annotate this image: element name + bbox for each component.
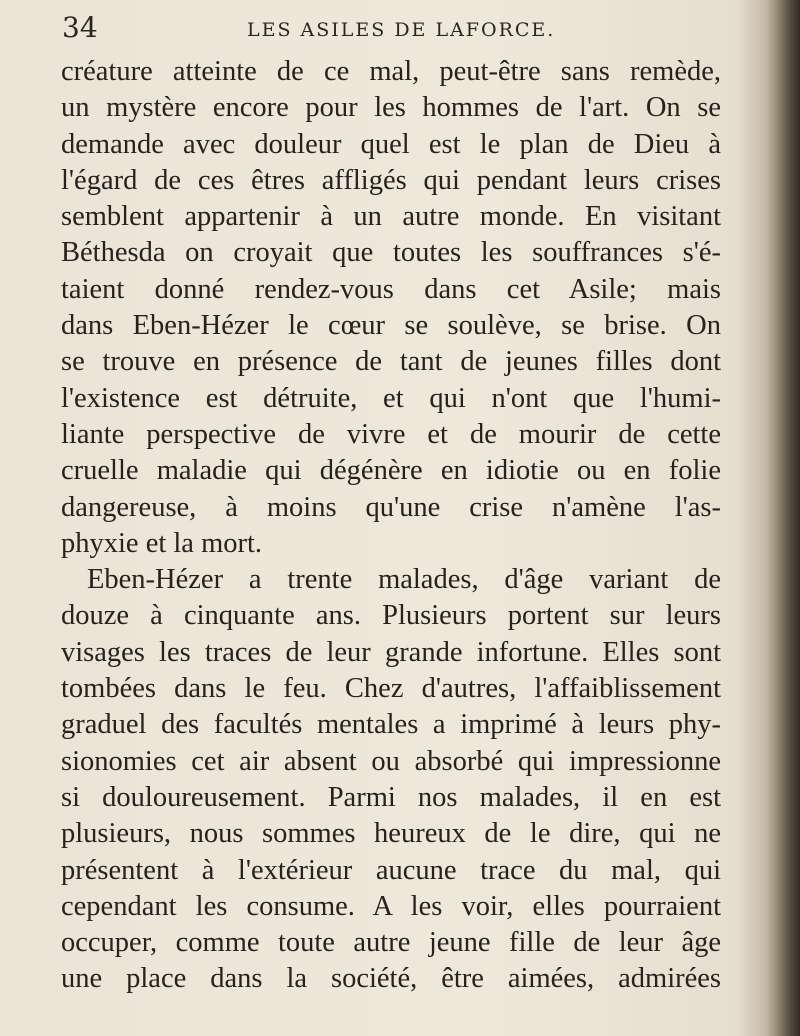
text-line: semblent appartenir à un autre monde. En visitant (61, 201, 721, 233)
text-line: l'existence est détruite, et qui n'ont que l'humi- (61, 382, 721, 414)
text-line: Béthesda on croyait que toutes les souffrances s'é- (61, 237, 721, 269)
text-line: demande avec douleur quel est le plan de Dieu à (61, 128, 721, 160)
body-text (61, 54, 721, 998)
paragraph-start-line: Eben-Hézer a trente malades, d'âge variant de (87, 564, 721, 596)
text-line: se trouve en présence de tant de jeunes filles dont (61, 346, 721, 378)
text-line: une place dans la société, être aimées, admirées (61, 963, 721, 995)
text-line: plusieurs, nous sommes heureux de le dire, qui ne (61, 818, 721, 850)
text-line: occuper, comme toute autre jeune fille de leur âge (61, 927, 721, 959)
text-line: taient donné rendez-vous dans cet Asile; mais (61, 273, 721, 305)
text-line: graduel des facultés mentales a imprimé à leurs phy- (61, 709, 721, 741)
text-line: si douloureusement. Parmi nos malades, il en est (61, 781, 721, 813)
text-line: l'égard de ces êtres affligés qui pendant leurs crises (61, 164, 721, 196)
text-line: dans Eben-Hézer le cœur se soulève, se brise. On (61, 310, 721, 342)
text-line: douze à cinquante ans. Plusieurs portent sur leurs (61, 600, 721, 632)
text-line: visages les traces de leur grande infortune. Elles sont (61, 636, 721, 668)
paragraph-end-line: phyxie et la mort. (61, 527, 263, 559)
text-line: cependant les consume. A les voir, elles pourraient (61, 890, 721, 922)
running-title: LES ASILES DE LAFORCE. (247, 19, 556, 41)
text-line: cruelle maladie qui dégénère en idiotie ou en folie (61, 455, 721, 487)
text-line: dangereuse, à moins qu'une crise n'amène l'as- (61, 491, 721, 523)
text-line: liante perspective de vivre et de mourir de cette (61, 418, 721, 450)
text-line: créature atteinte de ce mal, peut-être sans remède, (61, 56, 721, 87)
page-header (62, 10, 722, 46)
text-line: sionomies cet air absent ou absorbé qui impressionne (61, 745, 721, 777)
page-number: 34 (62, 11, 98, 44)
text-line: un mystère encore pour les hommes de l'art. On se (61, 92, 721, 124)
text-line: présentent à l'extérieur aucune trace du mal, qui (61, 854, 721, 886)
book-spine-shadow (766, 0, 800, 1036)
text-line: tombées dans le feu. Chez d'autres, l'affaiblissement (61, 673, 721, 705)
